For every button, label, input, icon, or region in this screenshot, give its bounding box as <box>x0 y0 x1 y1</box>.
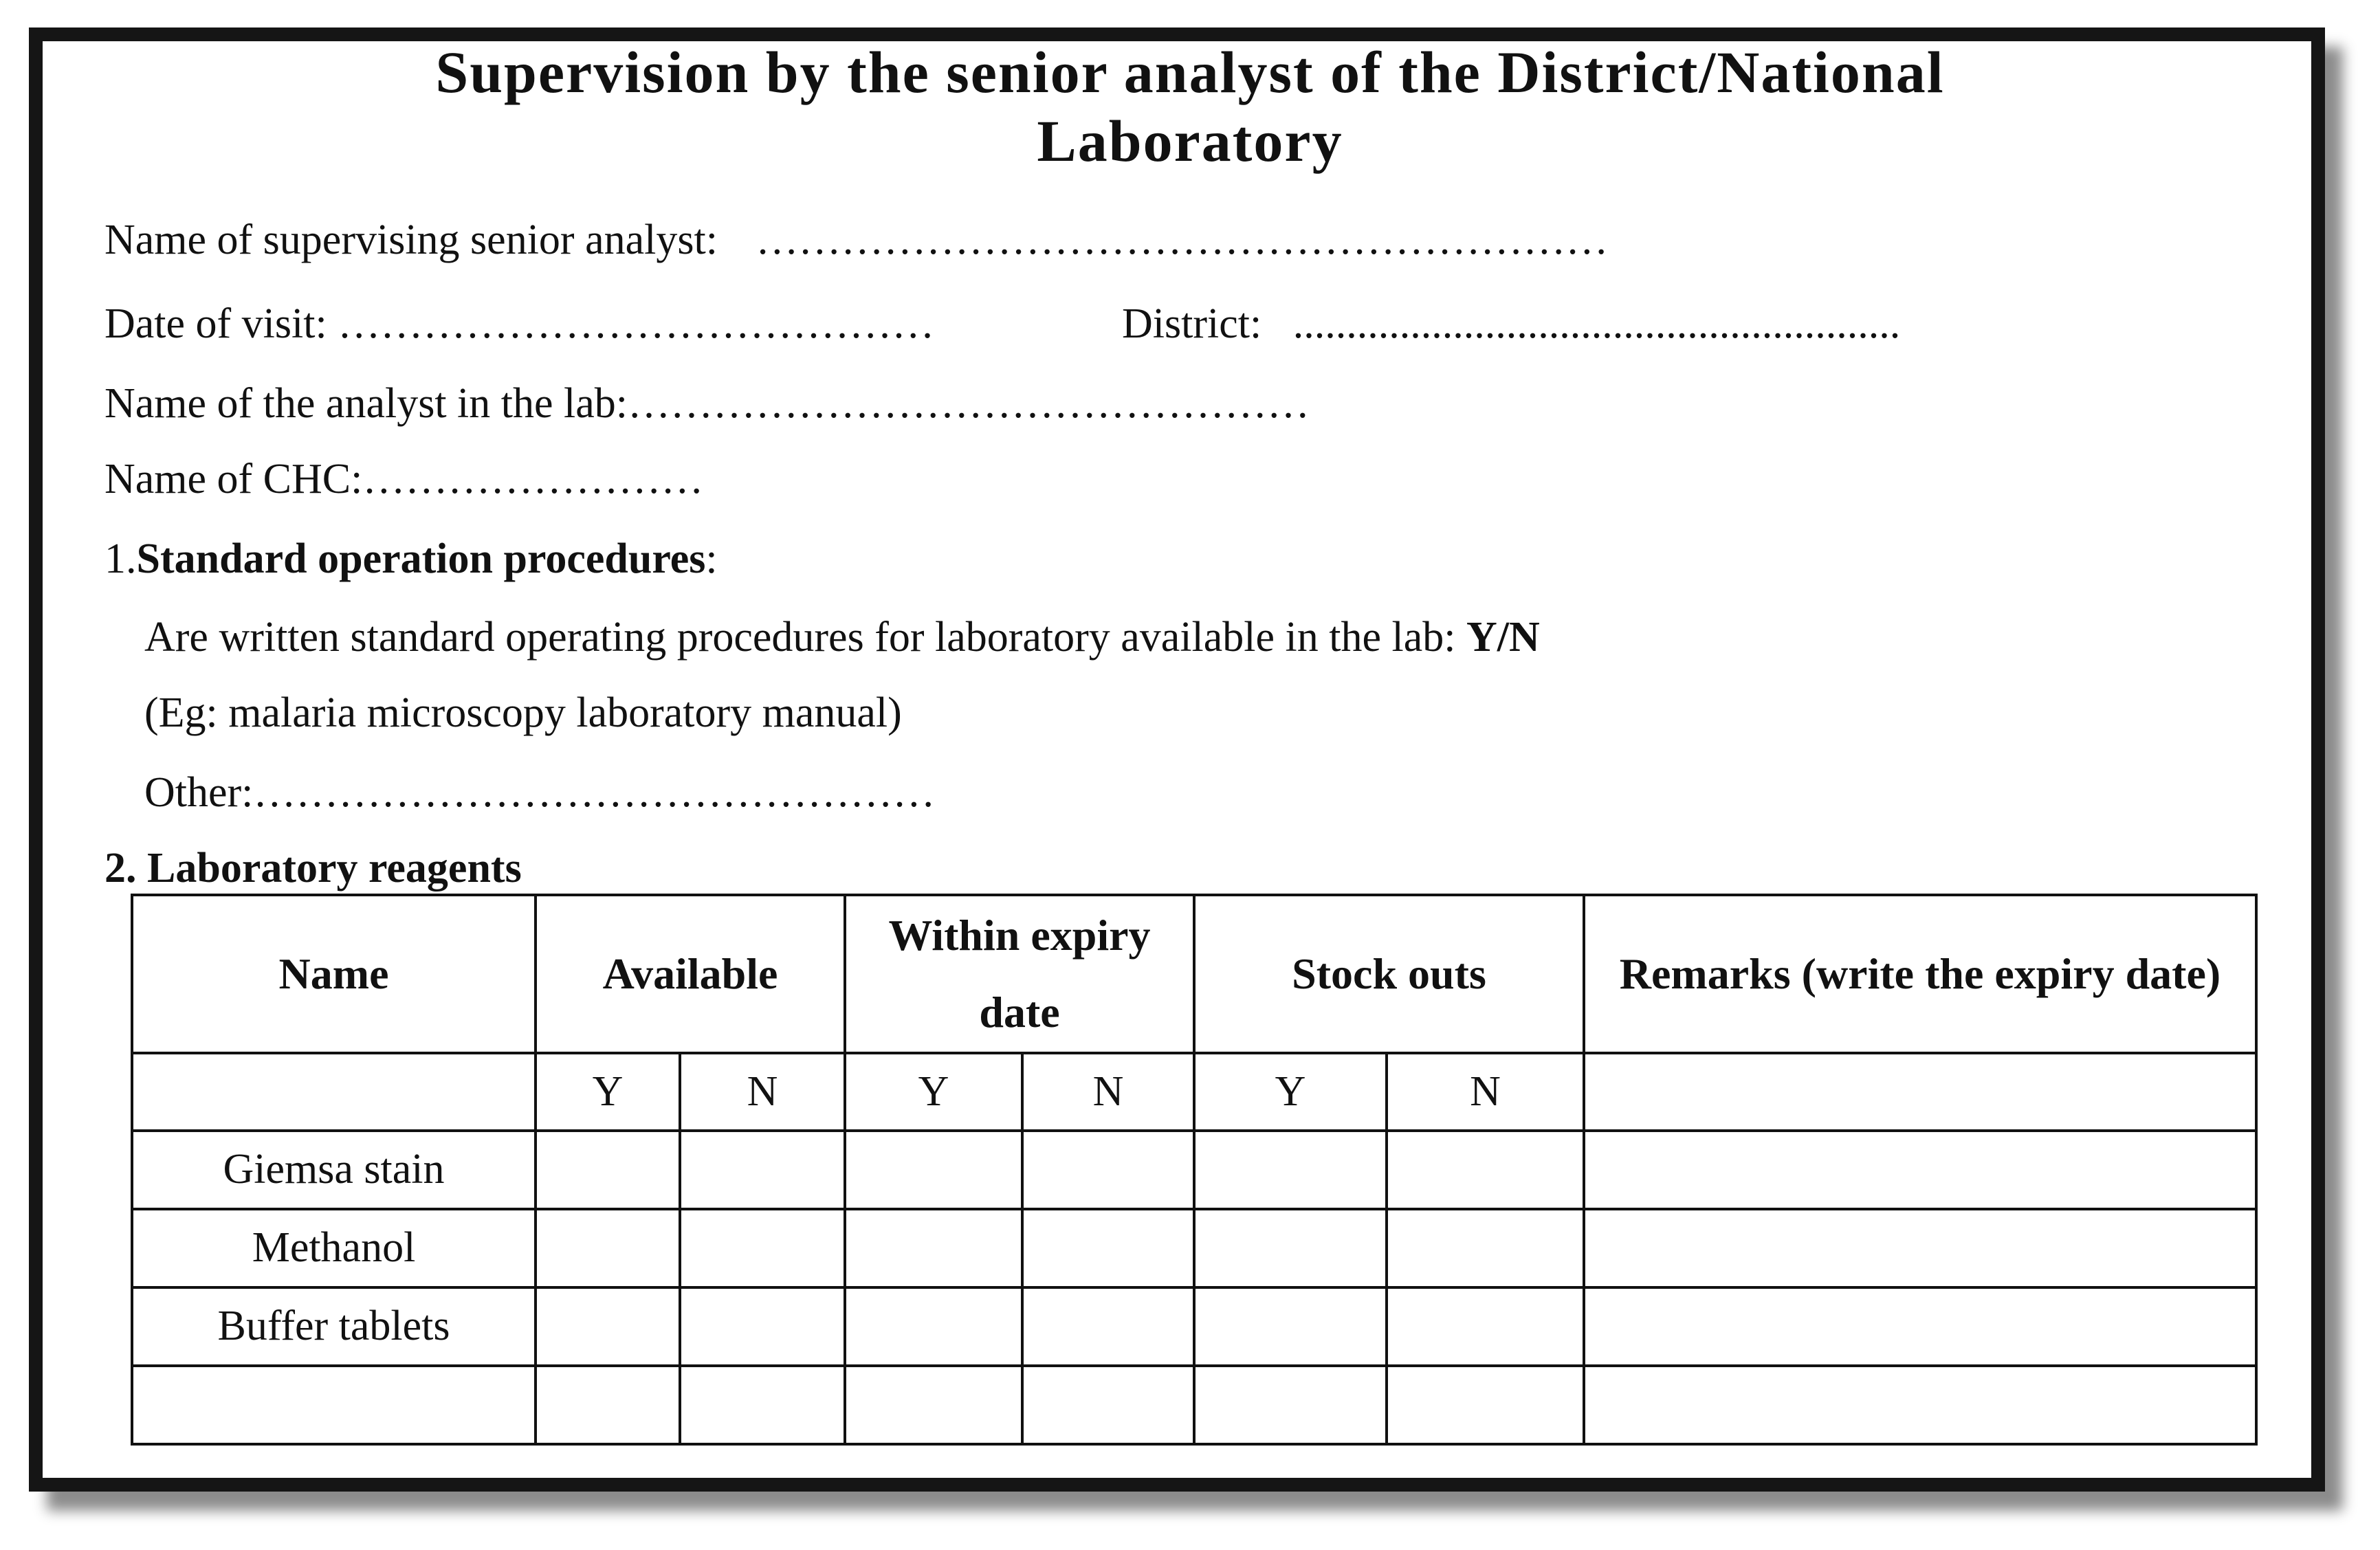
cell-expiry-y[interactable] <box>845 1366 1022 1444</box>
header-name: Name <box>132 895 536 1053</box>
supervisor-field <box>104 219 1608 261</box>
district-field <box>1122 302 1900 345</box>
header-stock-outs: Stock outs <box>1194 895 1584 1053</box>
header-available: Available <box>536 895 845 1053</box>
supervisor-blank[interactable]: …………………………………………………… <box>756 217 1609 263</box>
cell-remarks[interactable] <box>1584 1366 2256 1444</box>
table-row <box>132 1131 2256 1209</box>
sop-answer-yn[interactable]: Y/N <box>1466 614 1540 661</box>
cell-available-n[interactable] <box>680 1287 845 1366</box>
date-blank[interactable]: …………………………………… <box>338 300 935 347</box>
cell-expiry-n[interactable] <box>1022 1366 1194 1444</box>
reagent-name: Giemsa stain <box>132 1131 536 1209</box>
cell-stockout-y[interactable] <box>1194 1287 1387 1366</box>
analyst-field <box>104 382 1310 425</box>
sop-question-text: Are written standard operating procedures for laboratory available in the lab: <box>144 614 1456 661</box>
remarks-empty-cell <box>1584 1053 2256 1131</box>
chc-label: Name of CHC: <box>104 456 363 502</box>
header-within-expiry: Within expiry date <box>845 895 1194 1053</box>
expiry-no: N <box>1022 1053 1194 1131</box>
cell-available-y[interactable] <box>536 1287 680 1366</box>
district-label: District: <box>1122 300 1262 347</box>
cell-stockout-y[interactable] <box>1194 1209 1387 1287</box>
reagents-table <box>131 894 2258 1446</box>
reagent-name: Methanol <box>132 1209 536 1287</box>
cell-stockout-y[interactable] <box>1194 1366 1387 1444</box>
sop-question <box>144 614 1540 661</box>
expiry-yes: Y <box>845 1053 1022 1131</box>
table-row <box>132 1209 2256 1287</box>
cell-available-n[interactable] <box>680 1131 845 1209</box>
cell-expiry-n[interactable] <box>1022 1131 1194 1209</box>
cell-available-n[interactable] <box>680 1209 845 1287</box>
sop-example: (Eg: malaria microscopy laboratory manual) <box>144 689 902 736</box>
cell-remarks[interactable] <box>1584 1131 2256 1209</box>
cell-available-y[interactable] <box>536 1131 680 1209</box>
other-blank[interactable]: ………………………………………… <box>253 769 936 816</box>
cell-expiry-n[interactable] <box>1022 1287 1194 1366</box>
cell-expiry-y[interactable] <box>845 1131 1022 1209</box>
yn-subheader-row <box>132 1053 2256 1131</box>
table-row <box>132 1287 2256 1366</box>
cell-expiry-y[interactable] <box>845 1287 1022 1366</box>
other-field <box>144 771 935 814</box>
date-label: Date of visit: <box>104 300 327 347</box>
analyst-blank[interactable]: ………………………………………… <box>627 380 1310 427</box>
cell-stockout-n[interactable] <box>1387 1209 1584 1287</box>
section2-heading: 2. Laboratory reagents <box>104 845 522 892</box>
section1-colon: : <box>705 535 718 582</box>
analyst-label: Name of the analyst in the lab: <box>104 380 628 427</box>
chc-blank[interactable]: …………………… <box>362 456 704 502</box>
cell-expiry-n[interactable] <box>1022 1209 1194 1287</box>
cell-remarks[interactable] <box>1584 1209 2256 1287</box>
date-field <box>104 302 934 345</box>
yn-empty-cell <box>132 1053 536 1131</box>
table-row <box>132 1366 2256 1444</box>
form-title-line1: Supervision by the senior analyst of the District/National <box>435 39 1945 105</box>
available-yes: Y <box>536 1053 680 1131</box>
cell-available-n[interactable] <box>680 1366 845 1444</box>
section1-title: Standard operation procedures <box>136 535 706 582</box>
cell-remarks[interactable] <box>1584 1287 2256 1366</box>
reagent-name[interactable] <box>132 1366 536 1444</box>
section1-heading <box>104 535 718 582</box>
cell-stockout-n[interactable] <box>1387 1131 1584 1209</box>
form-title-line2: Laboratory <box>1037 108 1343 174</box>
district-blank[interactable]: ......................................................... <box>1292 300 1901 347</box>
cell-stockout-n[interactable] <box>1387 1366 1584 1444</box>
section1-number: 1. <box>104 535 137 582</box>
cell-available-y[interactable] <box>536 1209 680 1287</box>
stockout-yes: Y <box>1194 1053 1387 1131</box>
reagent-name: Buffer tablets <box>132 1287 536 1366</box>
available-no: N <box>680 1053 845 1131</box>
chc-field <box>104 458 703 500</box>
stockout-no: N <box>1387 1053 1584 1131</box>
other-label: Other: <box>144 769 254 816</box>
table-header-row <box>132 895 2256 1053</box>
cell-available-y[interactable] <box>536 1366 680 1444</box>
header-remarks: Remarks (write the expiry date) <box>1584 895 2256 1053</box>
cell-stockout-n[interactable] <box>1387 1287 1584 1366</box>
cell-expiry-y[interactable] <box>845 1209 1022 1287</box>
supervisor-label: Name of supervising senior analyst: <box>104 217 718 263</box>
cell-stockout-y[interactable] <box>1194 1131 1387 1209</box>
